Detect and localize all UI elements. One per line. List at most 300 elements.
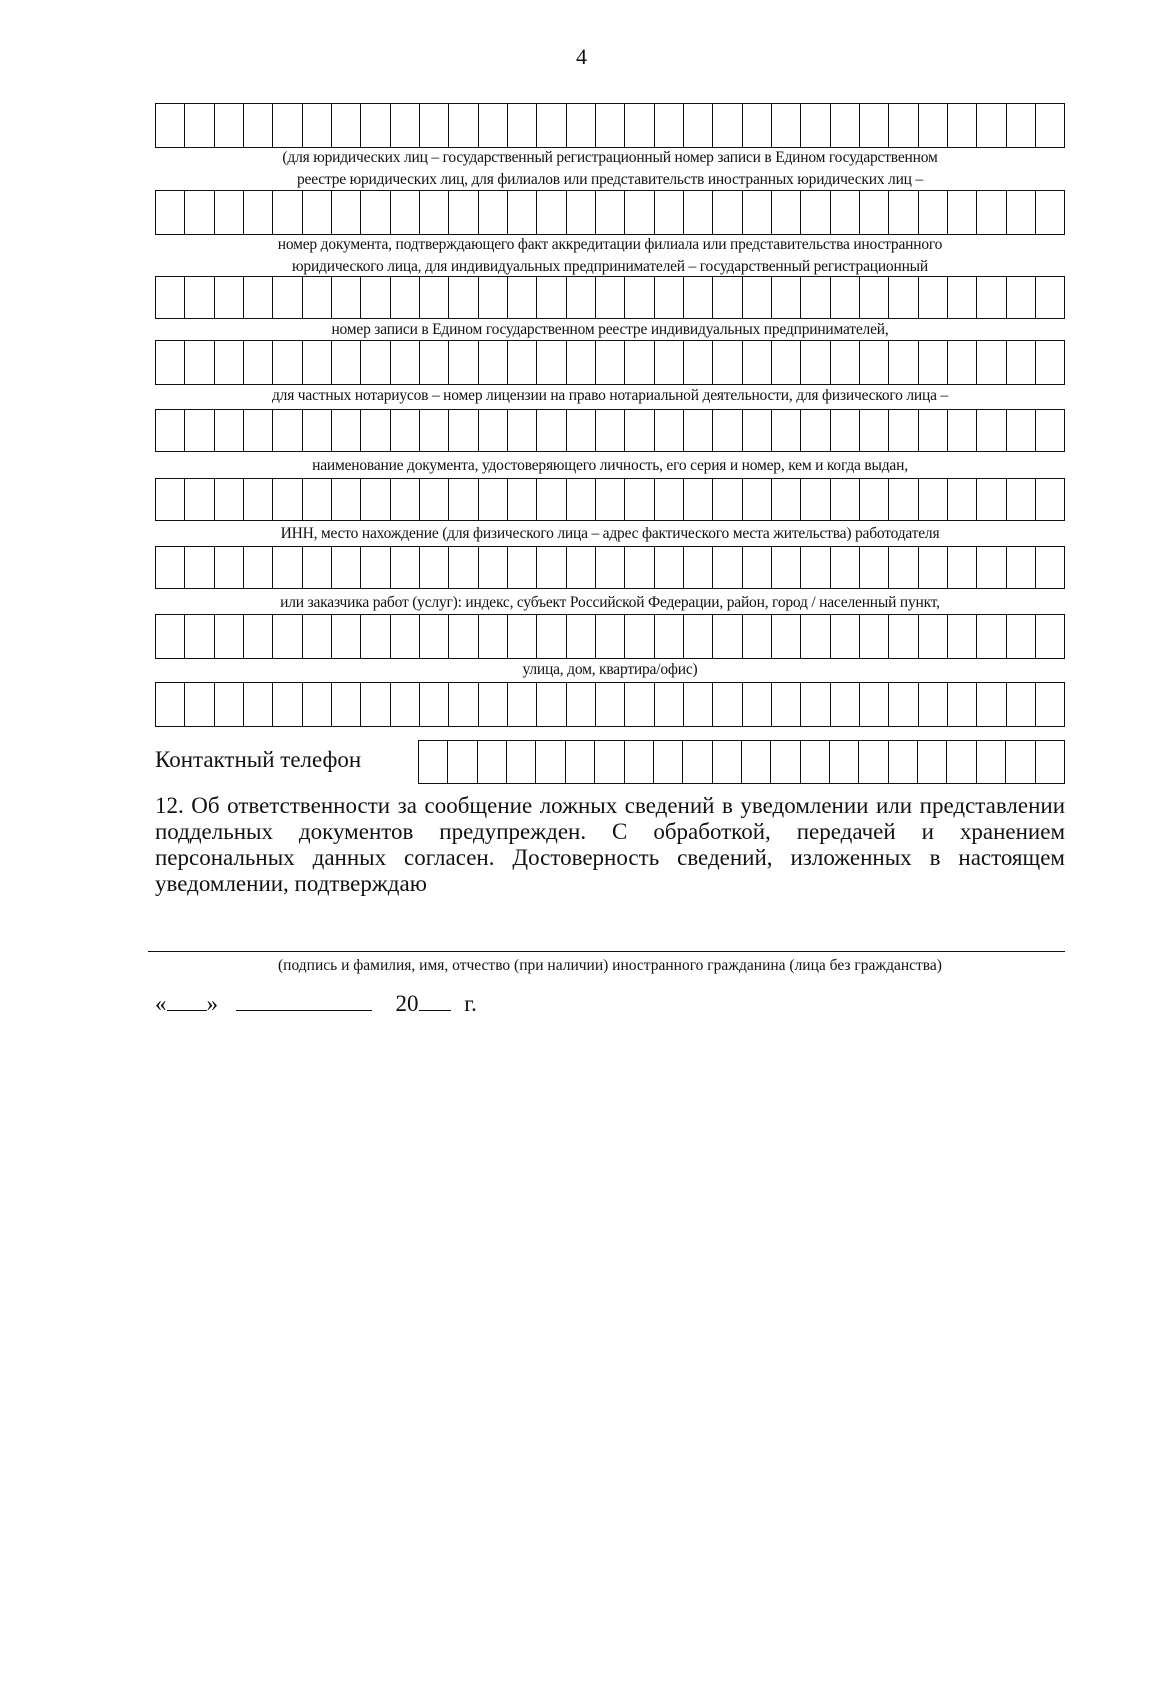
grid-cell[interactable] [743, 479, 772, 520]
grid-cell[interactable] [948, 191, 977, 234]
grid-cell[interactable] [156, 341, 185, 384]
grid-cell[interactable] [185, 547, 214, 588]
grid-cell[interactable] [772, 277, 801, 318]
grid-cell[interactable] [625, 615, 654, 658]
grid-cell[interactable] [391, 277, 420, 318]
grid-cell[interactable] [332, 191, 361, 234]
grid-cell[interactable] [332, 547, 361, 588]
grid-cell[interactable] [303, 277, 332, 318]
grid-cell[interactable] [391, 410, 420, 451]
grid-cell[interactable] [420, 104, 449, 147]
grid-cell[interactable] [860, 104, 889, 147]
grid-cell[interactable] [536, 741, 565, 783]
grid-cell[interactable] [860, 341, 889, 384]
grid-cell[interactable] [948, 277, 977, 318]
grid-cell[interactable] [889, 104, 918, 147]
grid-cell[interactable] [889, 683, 918, 726]
grid-cell[interactable] [743, 104, 772, 147]
grid-cell[interactable] [831, 479, 860, 520]
grid-cell[interactable] [948, 615, 977, 658]
grid-cell[interactable] [948, 104, 977, 147]
grid-cell[interactable] [595, 741, 624, 783]
grid-cell[interactable] [713, 277, 742, 318]
grid-cell[interactable] [655, 277, 684, 318]
grid-cell[interactable] [449, 341, 478, 384]
grid-cell[interactable] [273, 479, 302, 520]
grid-cell[interactable] [361, 277, 390, 318]
grid-cell[interactable] [889, 479, 918, 520]
grid-cell[interactable] [215, 683, 244, 726]
grid-cell[interactable] [244, 104, 273, 147]
grid-cell[interactable] [1036, 741, 1065, 783]
grid-cell[interactable] [567, 547, 596, 588]
grid-cell[interactable] [684, 615, 713, 658]
grid-cell[interactable] [919, 104, 948, 147]
grid-cell[interactable] [448, 741, 477, 783]
grid-cell[interactable] [391, 683, 420, 726]
grid-cell[interactable] [596, 479, 625, 520]
grid-cell[interactable] [420, 191, 449, 234]
grid-cell[interactable] [683, 741, 712, 783]
grid-cell[interactable] [215, 410, 244, 451]
grid-cell[interactable] [537, 479, 566, 520]
grid-cell[interactable] [1007, 683, 1036, 726]
grid-cell[interactable] [919, 547, 948, 588]
grid-cell[interactable] [156, 277, 185, 318]
grid-cell[interactable] [713, 479, 742, 520]
grid-cell[interactable] [772, 191, 801, 234]
grid-cell[interactable] [419, 741, 448, 783]
entry-grid-row-7[interactable] [155, 546, 1065, 589]
grid-cell[interactable] [831, 191, 860, 234]
grid-cell[interactable] [713, 547, 742, 588]
grid-cell[interactable] [713, 741, 742, 783]
grid-cell[interactable] [801, 479, 830, 520]
grid-cell[interactable] [361, 683, 390, 726]
grid-cell[interactable] [860, 479, 889, 520]
grid-cell[interactable] [156, 615, 185, 658]
grid-cell[interactable] [185, 479, 214, 520]
grid-cell[interactable] [156, 410, 185, 451]
grid-cell[interactable] [977, 479, 1006, 520]
grid-cell[interactable] [361, 547, 390, 588]
grid-cell[interactable] [860, 277, 889, 318]
grid-cell[interactable] [743, 341, 772, 384]
grid-cell[interactable] [1007, 479, 1036, 520]
grid-cell[interactable] [801, 683, 830, 726]
grid-cell[interactable] [508, 547, 537, 588]
grid-cell[interactable] [156, 191, 185, 234]
grid-cell[interactable] [919, 341, 948, 384]
date-day-blank[interactable] [167, 990, 207, 1011]
grid-cell[interactable] [801, 341, 830, 384]
grid-cell[interactable] [420, 277, 449, 318]
grid-cell[interactable] [332, 341, 361, 384]
grid-cell[interactable] [1036, 615, 1065, 658]
grid-cell[interactable] [508, 104, 537, 147]
grid-cell[interactable] [332, 683, 361, 726]
grid-cell[interactable] [831, 683, 860, 726]
grid-cell[interactable] [332, 410, 361, 451]
grid-cell[interactable] [919, 683, 948, 726]
grid-cell[interactable] [772, 615, 801, 658]
grid-cell[interactable] [684, 104, 713, 147]
grid-cell[interactable] [684, 277, 713, 318]
grid-cell[interactable] [479, 191, 508, 234]
grid-cell[interactable] [508, 341, 537, 384]
grid-cell[interactable] [449, 277, 478, 318]
grid-cell[interactable] [1007, 547, 1036, 588]
grid-cell[interactable] [977, 547, 1006, 588]
grid-cell[interactable] [567, 191, 596, 234]
grid-cell[interactable] [420, 547, 449, 588]
grid-cell[interactable] [567, 479, 596, 520]
grid-cell[interactable] [948, 683, 977, 726]
grid-cell[interactable] [772, 683, 801, 726]
grid-cell[interactable] [215, 191, 244, 234]
grid-cell[interactable] [713, 341, 742, 384]
grid-cell[interactable] [215, 277, 244, 318]
grid-cell[interactable] [420, 410, 449, 451]
signature-line[interactable] [148, 951, 1065, 952]
grid-cell[interactable] [332, 104, 361, 147]
grid-cell[interactable] [625, 191, 654, 234]
grid-cell[interactable] [859, 741, 888, 783]
grid-cell[interactable] [596, 615, 625, 658]
grid-cell[interactable] [508, 615, 537, 658]
grid-cell[interactable] [1036, 104, 1065, 147]
grid-cell[interactable] [889, 277, 918, 318]
grid-cell[interactable] [919, 615, 948, 658]
grid-cell[interactable] [215, 104, 244, 147]
grid-cell[interactable] [743, 277, 772, 318]
grid-cell[interactable] [655, 615, 684, 658]
grid-cell[interactable] [743, 683, 772, 726]
entry-grid-row-8[interactable] [155, 614, 1065, 659]
grid-cell[interactable] [391, 615, 420, 658]
entry-grid-row-1[interactable] [155, 103, 1065, 148]
grid-cell[interactable] [625, 104, 654, 147]
grid-cell[interactable] [537, 341, 566, 384]
grid-cell[interactable] [772, 410, 801, 451]
grid-cell[interactable] [596, 547, 625, 588]
grid-cell[interactable] [303, 341, 332, 384]
grid-cell[interactable] [273, 341, 302, 384]
grid-cell[interactable] [831, 341, 860, 384]
grid-cell[interactable] [948, 341, 977, 384]
entry-grid-row-6[interactable] [155, 478, 1065, 521]
grid-cell[interactable] [185, 277, 214, 318]
grid-cell[interactable] [596, 191, 625, 234]
grid-cell[interactable] [1007, 615, 1036, 658]
grid-cell[interactable] [273, 683, 302, 726]
grid-cell[interactable] [567, 104, 596, 147]
grid-cell[interactable] [537, 104, 566, 147]
grid-cell[interactable] [1036, 683, 1065, 726]
grid-cell[interactable] [479, 341, 508, 384]
grid-cell[interactable] [977, 410, 1006, 451]
grid-cell[interactable] [625, 479, 654, 520]
grid-cell[interactable] [479, 615, 508, 658]
grid-cell[interactable] [361, 410, 390, 451]
grid-cell[interactable] [713, 104, 742, 147]
grid-cell[interactable] [801, 741, 830, 783]
grid-cell[interactable] [303, 191, 332, 234]
grid-cell[interactable] [977, 615, 1006, 658]
grid-cell[interactable] [1006, 741, 1035, 783]
entry-grid-row-5[interactable] [155, 409, 1065, 452]
grid-cell[interactable] [860, 191, 889, 234]
grid-cell[interactable] [801, 547, 830, 588]
grid-cell[interactable] [684, 191, 713, 234]
grid-cell[interactable] [918, 741, 947, 783]
grid-cell[interactable] [655, 104, 684, 147]
grid-cell[interactable] [860, 615, 889, 658]
grid-cell[interactable] [831, 547, 860, 588]
grid-cell[interactable] [889, 547, 918, 588]
grid-cell[interactable] [771, 741, 800, 783]
grid-cell[interactable] [567, 410, 596, 451]
grid-cell[interactable] [860, 547, 889, 588]
grid-cell[interactable] [889, 410, 918, 451]
grid-cell[interactable] [948, 547, 977, 588]
grid-cell[interactable] [479, 277, 508, 318]
grid-cell[interactable] [479, 547, 508, 588]
grid-cell[interactable] [508, 277, 537, 318]
grid-cell[interactable] [303, 479, 332, 520]
grid-cell[interactable] [244, 277, 273, 318]
grid-cell[interactable] [977, 741, 1006, 783]
grid-cell[interactable] [156, 104, 185, 147]
date-year-blank[interactable] [419, 990, 451, 1011]
grid-cell[interactable] [743, 547, 772, 588]
grid-cell[interactable] [478, 741, 507, 783]
grid-cell[interactable] [273, 615, 302, 658]
grid-cell[interactable] [1036, 191, 1065, 234]
grid-cell[interactable] [625, 410, 654, 451]
grid-cell[interactable] [303, 683, 332, 726]
grid-cell[interactable] [1036, 547, 1065, 588]
grid-cell[interactable] [244, 547, 273, 588]
grid-cell[interactable] [830, 741, 859, 783]
grid-cell[interactable] [567, 341, 596, 384]
grid-cell[interactable] [596, 410, 625, 451]
grid-cell[interactable] [889, 741, 918, 783]
grid-cell[interactable] [977, 277, 1006, 318]
grid-cell[interactable] [655, 547, 684, 588]
grid-cell[interactable] [1007, 191, 1036, 234]
grid-cell[interactable] [244, 191, 273, 234]
grid-cell[interactable] [596, 277, 625, 318]
grid-cell[interactable] [919, 277, 948, 318]
grid-cell[interactable] [391, 341, 420, 384]
grid-cell[interactable] [801, 615, 830, 658]
grid-cell[interactable] [244, 479, 273, 520]
grid-cell[interactable] [625, 277, 654, 318]
grid-cell[interactable] [831, 410, 860, 451]
grid-cell[interactable] [713, 615, 742, 658]
grid-cell[interactable] [303, 410, 332, 451]
grid-cell[interactable] [947, 741, 976, 783]
grid-cell[interactable] [919, 191, 948, 234]
grid-cell[interactable] [948, 479, 977, 520]
grid-cell[interactable] [1007, 410, 1036, 451]
grid-cell[interactable] [332, 479, 361, 520]
grid-cell[interactable] [537, 683, 566, 726]
grid-cell[interactable] [684, 479, 713, 520]
grid-cell[interactable] [889, 341, 918, 384]
grid-cell[interactable] [185, 683, 214, 726]
grid-cell[interactable] [185, 104, 214, 147]
grid-cell[interactable] [537, 277, 566, 318]
grid-cell[interactable] [508, 410, 537, 451]
grid-cell[interactable] [332, 277, 361, 318]
grid-cell[interactable] [449, 683, 478, 726]
grid-cell[interactable] [273, 104, 302, 147]
entry-grid-row-4[interactable] [155, 340, 1065, 385]
grid-cell[interactable] [655, 479, 684, 520]
grid-cell[interactable] [156, 547, 185, 588]
grid-cell[interactable] [713, 683, 742, 726]
grid-cell[interactable] [860, 410, 889, 451]
grid-cell[interactable] [479, 479, 508, 520]
grid-cell[interactable] [948, 410, 977, 451]
grid-cell[interactable] [566, 741, 595, 783]
grid-cell[interactable] [215, 341, 244, 384]
grid-cell[interactable] [596, 683, 625, 726]
grid-cell[interactable] [537, 410, 566, 451]
grid-cell[interactable] [361, 341, 390, 384]
grid-cell[interactable] [479, 410, 508, 451]
grid-cell[interactable] [801, 277, 830, 318]
grid-cell[interactable] [625, 341, 654, 384]
grid-cell[interactable] [537, 191, 566, 234]
grid-cell[interactable] [684, 547, 713, 588]
grid-cell[interactable] [684, 410, 713, 451]
grid-cell[interactable] [596, 341, 625, 384]
grid-cell[interactable] [1007, 341, 1036, 384]
grid-cell[interactable] [420, 341, 449, 384]
grid-cell[interactable] [449, 615, 478, 658]
grid-cell[interactable] [1036, 479, 1065, 520]
grid-cell[interactable] [508, 479, 537, 520]
grid-cell[interactable] [332, 615, 361, 658]
grid-cell[interactable] [684, 683, 713, 726]
grid-cell[interactable] [889, 615, 918, 658]
grid-cell[interactable] [801, 191, 830, 234]
grid-cell[interactable] [743, 191, 772, 234]
grid-cell[interactable] [567, 615, 596, 658]
grid-cell[interactable] [919, 410, 948, 451]
grid-cell[interactable] [831, 277, 860, 318]
grid-cell[interactable] [391, 547, 420, 588]
grid-cell[interactable] [625, 547, 654, 588]
entry-grid-row-3[interactable] [155, 276, 1065, 319]
grid-cell[interactable] [772, 341, 801, 384]
grid-cell[interactable] [655, 410, 684, 451]
grid-cell[interactable] [244, 683, 273, 726]
grid-cell[interactable] [713, 410, 742, 451]
grid-cell[interactable] [215, 615, 244, 658]
grid-cell[interactable] [801, 104, 830, 147]
grid-cell[interactable] [742, 741, 771, 783]
grid-cell[interactable] [244, 615, 273, 658]
grid-cell[interactable] [479, 104, 508, 147]
grid-cell[interactable] [772, 104, 801, 147]
grid-cell[interactable] [449, 410, 478, 451]
grid-cell[interactable] [508, 191, 537, 234]
grid-cell[interactable] [420, 479, 449, 520]
grid-cell[interactable] [273, 277, 302, 318]
grid-cell[interactable] [391, 479, 420, 520]
grid-cell[interactable] [625, 683, 654, 726]
grid-cell[interactable] [596, 104, 625, 147]
entry-grid-row-2[interactable] [155, 190, 1065, 235]
grid-cell[interactable] [185, 191, 214, 234]
grid-cell[interactable] [655, 191, 684, 234]
grid-cell[interactable] [361, 615, 390, 658]
grid-cell[interactable] [1036, 410, 1065, 451]
grid-cell[interactable] [215, 547, 244, 588]
grid-cell[interactable] [185, 410, 214, 451]
grid-cell[interactable] [508, 683, 537, 726]
grid-cell[interactable] [772, 479, 801, 520]
grid-cell[interactable] [303, 615, 332, 658]
grid-cell[interactable] [1007, 277, 1036, 318]
grid-cell[interactable] [743, 410, 772, 451]
grid-cell[interactable] [655, 683, 684, 726]
grid-cell[interactable] [420, 615, 449, 658]
grid-cell[interactable] [801, 410, 830, 451]
grid-cell[interactable] [919, 479, 948, 520]
grid-cell[interactable] [420, 683, 449, 726]
grid-cell[interactable] [449, 104, 478, 147]
grid-cell[interactable] [977, 683, 1006, 726]
grid-cell[interactable] [977, 191, 1006, 234]
grid-cell[interactable] [215, 479, 244, 520]
grid-cell[interactable] [977, 341, 1006, 384]
grid-cell[interactable] [361, 191, 390, 234]
grid-cell[interactable] [1036, 277, 1065, 318]
grid-cell[interactable] [273, 547, 302, 588]
grid-cell[interactable] [361, 479, 390, 520]
grid-cell[interactable] [772, 547, 801, 588]
grid-cell[interactable] [713, 191, 742, 234]
grid-cell[interactable] [743, 615, 772, 658]
grid-cell[interactable] [860, 683, 889, 726]
grid-cell[interactable] [185, 341, 214, 384]
grid-cell[interactable] [537, 615, 566, 658]
grid-cell[interactable] [361, 104, 390, 147]
grid-cell[interactable] [479, 683, 508, 726]
grid-cell[interactable] [244, 341, 273, 384]
grid-cell[interactable] [391, 104, 420, 147]
entry-grid-row-9[interactable] [155, 682, 1065, 727]
grid-cell[interactable] [273, 191, 302, 234]
grid-cell[interactable] [831, 615, 860, 658]
grid-cell[interactable] [889, 191, 918, 234]
grid-cell[interactable] [625, 741, 654, 783]
date-month-blank[interactable] [236, 990, 372, 1011]
grid-cell[interactable] [185, 615, 214, 658]
grid-cell[interactable] [156, 479, 185, 520]
grid-cell[interactable] [567, 683, 596, 726]
grid-cell[interactable] [684, 341, 713, 384]
grid-cell[interactable] [654, 741, 683, 783]
grid-cell[interactable] [156, 683, 185, 726]
grid-cell[interactable] [655, 341, 684, 384]
grid-cell[interactable] [244, 410, 273, 451]
